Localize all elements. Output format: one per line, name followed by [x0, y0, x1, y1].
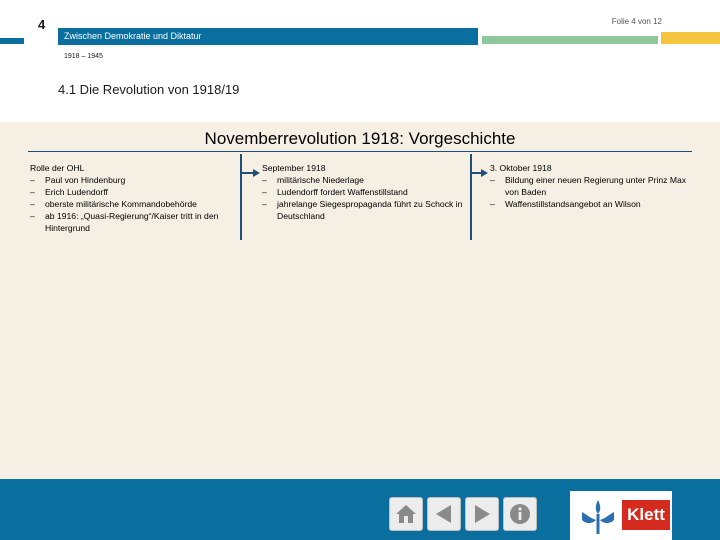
- chapter-number: 4: [38, 17, 46, 32]
- column-rolle-ohl: [30, 162, 242, 234]
- divider-line: [240, 154, 242, 240]
- column-list: [262, 174, 467, 222]
- column-list: [490, 174, 700, 210]
- title-underline: [28, 151, 692, 152]
- topic-label: Zwischen Demokratie und Diktatur: [64, 31, 202, 41]
- back-arrow-icon: [433, 503, 455, 525]
- slide-counter: Folie 4 von 12: [611, 17, 662, 26]
- content-panel: [0, 122, 720, 479]
- home-button[interactable]: [389, 497, 423, 531]
- column-heading: 3. Oktober 1918: [490, 163, 552, 173]
- header-bar-green: [482, 36, 658, 44]
- list-item: – militärische Niederlage: [262, 174, 467, 186]
- list-item: – Ludendorff fordert Waffenstillstand: [262, 186, 467, 198]
- klett-emblem-icon: [578, 498, 618, 536]
- column-heading: Rolle der OHL: [30, 163, 85, 173]
- list-item: – jahrelange Siegespropaganda führt zu Schock in Deutschland: [262, 198, 467, 222]
- column-heading: September 1918: [262, 163, 326, 173]
- klett-wordmark: Klett: [622, 500, 670, 530]
- list-item: – Paul von Hindenburg: [30, 174, 242, 186]
- header-bar-left: [0, 38, 24, 44]
- header-bar-yellow: [661, 32, 720, 44]
- list-item: – Bildung einer neuen Regierung unter Prinz Max von Baden: [490, 174, 700, 198]
- home-icon: [395, 503, 417, 525]
- arrow-right-icon: [472, 168, 488, 178]
- forward-button[interactable]: [465, 497, 499, 531]
- list-item: – Waffenstillstandsangebot an Wilson: [490, 198, 700, 210]
- back-button[interactable]: [427, 497, 461, 531]
- column-september-1918: [262, 162, 467, 222]
- divider-line: [470, 154, 472, 240]
- forward-arrow-icon: [471, 503, 493, 525]
- footer-bar: [0, 479, 720, 540]
- klett-logo: [570, 491, 672, 540]
- info-icon: [509, 503, 531, 525]
- years-label: 1918 – 1945: [64, 53, 103, 60]
- column-oktober-1918: [490, 162, 700, 210]
- list-item: – Erich Ludendorff: [30, 186, 242, 198]
- list-item: – oberste militärische Kommandobehörde: [30, 198, 242, 210]
- list-item: – ab 1916: „Quasi-Regierung“/Kaiser tritt in den Hintergrund: [30, 210, 242, 234]
- info-button[interactable]: [503, 497, 537, 531]
- section-title: 4.1 Die Revolution von 1918/19: [58, 82, 240, 97]
- arrow-right-icon: [242, 168, 260, 178]
- column-list: [30, 174, 242, 234]
- content-title: Novemberrevolution 1918: Vorgeschichte: [204, 129, 516, 148]
- header-bar-topic: [58, 28, 478, 45]
